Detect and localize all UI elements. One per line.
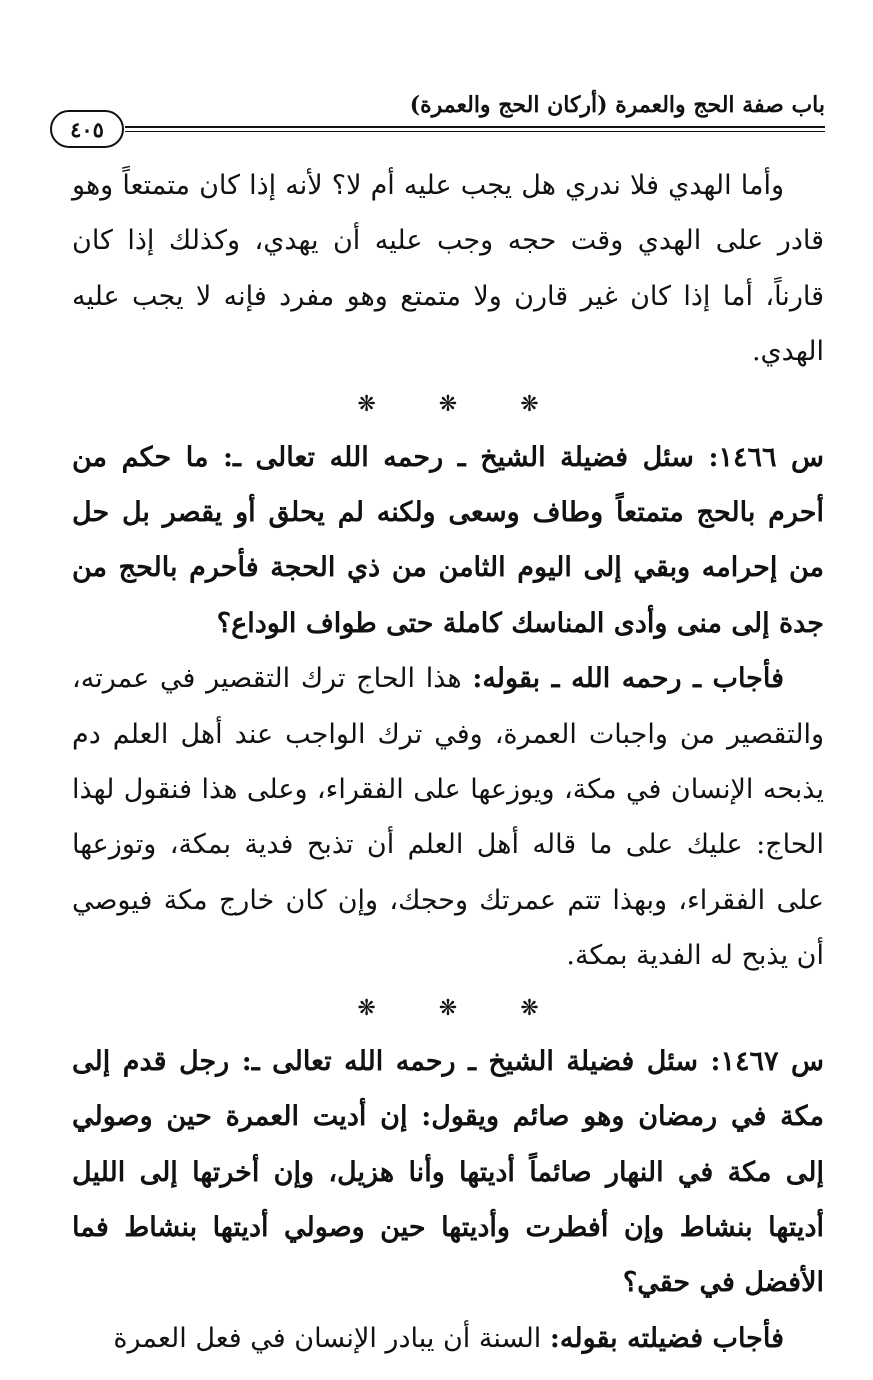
page-body xyxy=(72,158,824,1366)
header-rule xyxy=(125,126,825,128)
answer-text: هذا الحاج ترك التقصير في عمرته، والتقصير من واجبات العمرة، وفي ترك الواجب عند أهل العلم دم يذبحه الإنسان في مكة، ويوزعها على الفقراء، وعلى هذا فنقول لهذا الحاج: عليك على ما قاله أهل العلم أن تذبح فدية بمكة، وتوزعها على الفقراء، وبهذا تتم عمرتك وحجك، وإن كان خارج مكة فيوصي أن يذبح له الفدية بمكة. xyxy=(72,663,824,972)
question-1467 xyxy=(72,1034,824,1311)
chapter-title: باب صفة الحج والعمرة (أركان الحج والعمرة) xyxy=(409,92,825,118)
question-number: س ١٤٦٧: xyxy=(710,1045,824,1077)
section-separator: ❋ ❋ ❋ xyxy=(357,995,567,1021)
answer-lead: فأجاب فضيلته بقوله: xyxy=(549,1322,784,1354)
header-rule-thin xyxy=(125,131,825,132)
question-text: سئل فضيلة الشيخ ـ رحمه الله تعالى ـ: ما حكم من أحرم بالحج متمتعاً وطاف وسعى ولكنه لم يحلق أو يقصر بل حل من إحرامه وبقي إلى اليوم الثامن من ذي الحجة فأحرم بالحج من جدة إلى منى وأدى المناسك كاملة حتى طواف الوداع؟ xyxy=(72,441,824,639)
answer-1466 xyxy=(72,651,824,983)
section-separator: ❋ ❋ ❋ xyxy=(357,391,567,417)
question-number: س ١٤٦٦: xyxy=(708,441,824,473)
question-1466 xyxy=(72,430,824,652)
answer-1467 xyxy=(72,1311,824,1366)
answer-text: السنة أن يبادر الإنسان في فعل العمرة xyxy=(113,1322,542,1354)
answer-lead: فأجاب ـ رحمه الله ـ بقوله: xyxy=(472,663,784,695)
page-number: ٤٠٥ xyxy=(50,110,124,148)
running-header xyxy=(50,92,825,142)
intro-paragraph: وأما الهدي فلا ندري هل يجب عليه أم لا؟ لأنه إذا كان متمتعاً وهو قادر على الهدي وقت حجه وجب عليه أن يهدي، وكذلك إذا كان قارناً، أما إذا كان غير قارن ولا متمتع وهو مفرد فإنه لا يجب عليه الهدي. xyxy=(72,170,824,368)
question-text: سئل فضيلة الشيخ ـ رحمه الله تعالى ـ: رجل قدم إلى مكة في رمضان وهو صائم ويقول: إن أديت العمرة حين وصولي إلى مكة في النهار صائماً أديتها وأنا هزيل، وإن أخرتها إلى الليل أديتها بنشاط وإن أفطرت وأديتها حين وصولي أديتها بنشاط فما الأفضل في حقي؟ xyxy=(72,1045,824,1299)
